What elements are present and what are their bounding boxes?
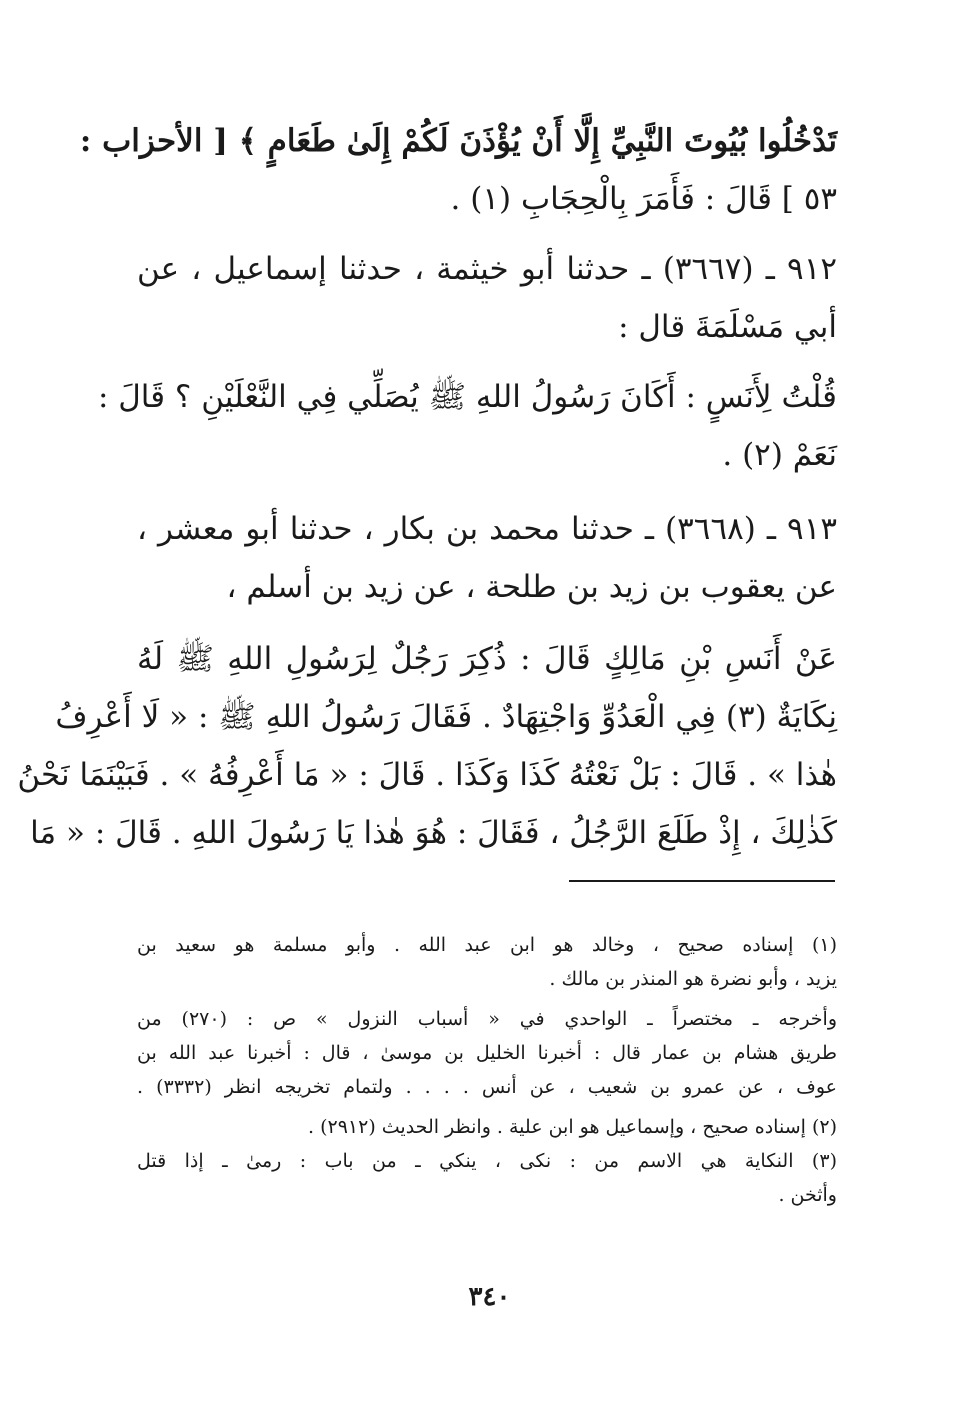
hadith-913-isnad-line-2: عن يعقوب بن زيد بن طلحة ، عن زيد بن أسلم ، xyxy=(226,569,837,605)
verse-line-2: ٥٣ ] قَالَ : فَأَمَرَ بِالْحِجَابِ (١) . xyxy=(450,181,837,217)
verse-line-1: تَدْخُلُوا بُيُوتَ النَّبِيِّ إِلَّا أَنْ يُؤْذَنَ لَكُمْ إِلَىٰ طَعَامٍ ﴾ [ الأحزاب : xyxy=(79,123,837,159)
hadith-913-matn-line-2: نِكَايَةٌ (٣) فِي الْعَدُوِّ وَاجْتِهَادٌ . فَقَالَ رَسُولُ اللهِ ﷺ : « لَا أَعْرِفُ xyxy=(55,699,837,735)
hadith-912-isnad-line-1: ٩١٢ ـ (٣٦٦٧) ـ حدثنا أبو خيثمة ، حدثنا إسماعيل ، عن xyxy=(137,251,837,287)
hadith-913-matn-line-3: هٰذا » . قَالَ : بَلْ نَعْتُهُ كَذَا وَكَذَا . قَالَ : « مَا أَعْرِفُهُ » . فَبَيْنَمَا نَحْنُ xyxy=(17,757,837,793)
footnote-1-line-2: يزيد ، وأبو نضرة هو المنذر بن مالك . xyxy=(549,968,837,990)
footnote-3-line-2: وأثخن . xyxy=(778,1184,837,1206)
verse-block xyxy=(79,112,837,228)
hadith-913-isnad-line-1: ٩١٣ ـ (٣٦٦٨) ـ حدثنا محمد بن بكار ، حدثنا أبو معشر ، xyxy=(137,511,837,547)
page-number: ٣٤٠ xyxy=(468,1282,511,1312)
footnote-3-line-1: (٣) النكاية هي الاسم من : نكى ، ينكي ـ من باب : رمىٰ ـ إذا قتل xyxy=(137,1150,837,1172)
hadith-913-matn-line-4: كَذٰلِكَ ، إِذْ طَلَعَ الرَّجُلُ ، فَقَالَ : هُوَ هٰذا يَا رَسُولَ اللهِ . قَالَ : « مَا xyxy=(30,815,837,851)
footnote-1b-line-3: عوف ، عن عمرو بن شعيب ، عن أنس . . . . ولتمام تخريجه انظر (٣٣٣٢) . xyxy=(137,1076,837,1098)
hadith-913-matn-line-1: عَنْ أَنَسِ بْنِ مَالِكٍ قَالَ : ذُكِرَ رَجُلٌ لِرَسُولِ اللهِ ﷺ لَهُ xyxy=(137,641,837,677)
hadith-913-isnad xyxy=(137,500,837,616)
footnotes xyxy=(137,928,837,1212)
footnote-1b-line-2: طريق هشام بن عمار قال : أخبرنا الخليل بن موسىٰ ، قال : أخبرنا عبد الله بن xyxy=(137,1042,837,1064)
hadith-912-isnad-line-2: أبي مَسْلَمَةَ قال : xyxy=(618,309,837,345)
hadith-912-isnad xyxy=(137,240,837,356)
footnote-2: (٢) إسناده صحيح ، وإسماعيل هو ابن علية . وانظر الحديث (٢٩١٢) . xyxy=(307,1116,837,1138)
footnote-divider xyxy=(569,880,835,882)
hadith-912-matn xyxy=(97,368,837,484)
hadith-913-matn xyxy=(17,630,837,862)
hadith-912-matn-line-1: قُلْتُ لِأَنَسٍ : أَكَانَ رَسُولُ اللهِ ﷺ يُصَلِّي فِي النَّعْلَيْنِ ؟ قَالَ : xyxy=(97,379,837,415)
footnote-1b-line-1: وأخرجه ـ مختصراً ـ الواحدي في « أسباب النزول » ص : (٢٧٠) من xyxy=(137,1008,838,1030)
footnote-1-line-1: (١) إسناده صحيح ، وخالد هو ابن عبد الله . وأبو مسلمة هو سعيد بن xyxy=(137,934,837,956)
hadith-912-matn-line-2: نَعَمْ (٢) . xyxy=(722,437,837,473)
